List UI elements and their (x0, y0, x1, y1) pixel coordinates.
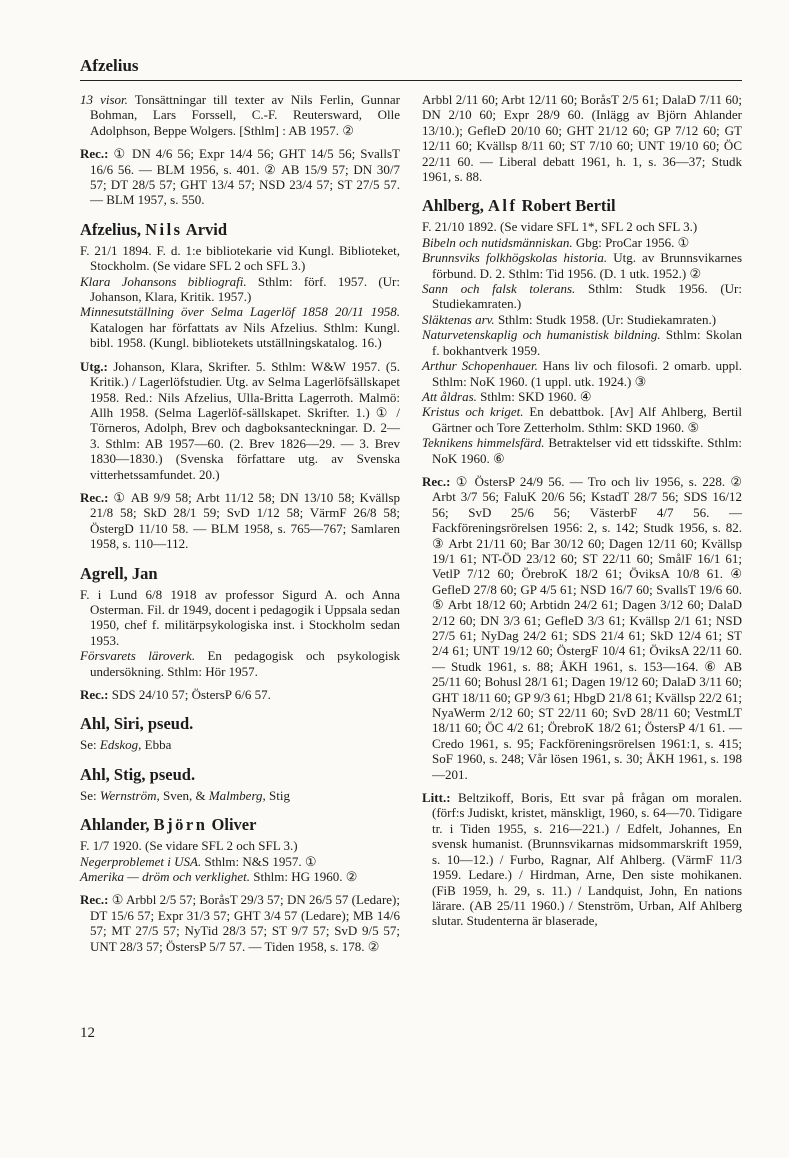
agrell-reviews: Rec.: SDS 24/10 57; ÖstersP 6/6 57. (80, 687, 271, 702)
heading-ahlander: Ahlander, Björn Oliver (80, 815, 257, 835)
ahlberg-work-2: Brunnsviks folkhögskolas historia. Utg. av Brunnsvikarnes förbund. D. 2. Sthlm: Tid 1956. (D. 1 utk. 1952.) ② (422, 250, 743, 281)
ahlberg-work-1: Bibeln och nutidsmänniskan. Gbg: ProCar 1956. ① (422, 234, 690, 250)
ahlberg-work-4: Släktenas arv. Sthlm: Studk 1958. (Ur: Studiekamraten.) (422, 311, 717, 327)
heading-ahl-siri: Ahl, Siri, pseud. (80, 714, 194, 734)
ahlander-bio: F. 1/7 1920. (Se vidare SFL 2 och SFL 3.) (80, 838, 298, 854)
ahlberg-reviews: Rec.: ① ÖstersP 24/9 56. — Tro och liv 1956, s. 228. ② Arbt 3/7 56; FaluK 20/6 56; KstadT 28/7 56; SDS 16/12 56; SvD 25/6 56; VästerbF 4/7 56. — Fackföreningsrörelsen 1956: 2, s. 142; Studk 1956, s. 82. ③ Arbt 21/11 60; Bar 30/12 60; Dagen 12/11 60; Kvällsp 19/1 61; NT-ÖD 23/12 60; ST 22/11 60; SmålF 16/1 61; VetlP 7/12 60; ÖrebroK 18/2 61; ÖviksA 10/8 61. ④ GefleD 27/8 60; GP 4/5 61; NSD 16/7 60; SvallsT 19/6 60. ⑤ Arbt 18/12 60; Arbtidn 24/2 61; Dagen 3/12 60; DalaD 2/12 60; DN 3/3 61; GefleD 3/3 61; Kvällsp 2/1 61; NSD 27/5 61; NyDag 24/2 61; SDS 21/4 61; SkD 12/4 61; ST 2/4 61; UNT 19/12 60; ÖstergF 10/4 61; ÖviksA 22/11 60. — Studk 1961, s. 88; ÅKH 1961, s. 153—164. ⑥ AB 25/11 60; Bohusl 28/1 61; Dagen 19/12 60; DalaD 3/11 60; GHT 18/11 60; GP 9/3 61; HbgD 21/8 61; Kvällsp 22/2 61; NyaWerm 2/12 60; ST 22/11 60; SvD 28/11 60; VestmLT 18/11 60; ÖC 4/2 61; ÖrebroK 18/2 61; ÖstersP 4/1 61. — Credo 1961, s. 95; Fackföreningsrörelsen 1961:1, s. 415; SoF 1960, s. 248; Vår lösen 1961, s. 30; ÅKH 1961, s. 198—201. (422, 473, 742, 782)
ahlberg-work-9: Teknikens himmelsfärd. Betraktelser vid ett tidsskifte. Sthlm: NoK 1960. ⑥ (422, 435, 742, 466)
nils-work-1: Klara Johansons bibliografi. Sthlm: förf. 1957. (Ur: Johanson, Klara, Kritik. 1957.) (80, 273, 400, 305)
page-number: 12 (80, 1025, 95, 1041)
ahlander-reviews-continued: Arbbl 2/11 60; Arbt 12/11 60; BoråsT 2/5 61; DalaD 7/11 60; DN 2/10 60; Expr 28/9 60. (Inlägg av Björn Ahlander 13/10.); GefleD 20/10 60; GHT 21/12 60; GP 7/12 60; GT 12/11 60; Kvällsp 8/11 60; ST 7/10 60; UNT 19/10 60; ÖC 22/11 60. — Liberal debatt 1961, h. 1, s. 36—37; Studk 1961, s. 88. (422, 92, 742, 185)
ahlander-reviews: Rec.: ① Arbbl 2/5 57; BoråsT 29/3 57; DN 26/5 57 (Ledare); DT 15/6 57; Expr 31/3 57; GHT 3/4 57 (Ledare); MB 14/6 57; MT 27/5 57; NyTid 28/3 57; ST 9/7 57; SvD 9/5 57; UNT 28/3 57; ÖstersP 5/7 57. — Tiden 1958, s. 178. ② (80, 892, 400, 954)
running-head: Afzelius (80, 56, 139, 75)
nils-bio: F. 21/1 1894. F. d. 1:e bibliotekarie vid Kungl. Biblioteket, Stockholm. (Se vidare SFL 2 och SFL 3.) (80, 242, 400, 274)
heading-afzelius-nils: Afzelius, Nils Arvid (80, 219, 228, 239)
heading-agrell: Agrell, Jan (80, 563, 158, 583)
left-column (80, 92, 400, 954)
heading-ahl-stig: Ahl, Stig, pseud. (80, 764, 196, 784)
agrell-work-1: Försvarets läroverk. En pedagogisk och psykologisk undersökning. Sthlm: Hör 1957. (80, 648, 401, 679)
ahlberg-bio: F. 21/10 1892. (Se vidare SFL 1*, SFL 2 och SFL 3.) (422, 219, 698, 235)
ahlberg-literature: Litt.: Beltzikoff, Boris, Ett svar på frågan om moralen. (förf:s Judiskt, kristet, mänskligt, 1960, s. 64—70. Tidigare tr. i Tiden 1955, s. 216—221.) / Edfelt, Johannes, En svensk humanist. (Brunnsvikarnas midsommarskrift 1959, s. 10—12.) / Furbo, Ragnar, Alf Ahlberg. (VärmF 11/3 1959. Ledare.) / Hirdman, Arne, Den siste mohikanen. (FiB 1959, h. 29, s. 11.) / Landquist, John, En nations lärare. (AB 25/11 1960.) / Stenström, Urban, Alf Ahlberg slutar. Studenterna är blaserade, (422, 790, 742, 929)
ahlberg-work-6: Arthur Schopenhauer. Hans liv och filosofi. 2 omarb. uppl. Sthlm: NoK 1960. (1 uppl. utk. 1924.) ③ (422, 358, 742, 389)
ahlberg-work-3: Sann och falsk tolerans. Sthlm: Studk 1956. (Ur: Studiekamraten.) (422, 281, 742, 312)
right-column (422, 92, 742, 929)
afzelius-reviews: Rec.: ① DN 4/6 56; Expr 14/4 56; GHT 14/5 56; SvallsT 16/6 56. — BLM 1956, s. 401. ② AB 15/9 57; DN 30/7 57; DT 28/5 57; GHT 13/4 57; NSD 23/4 57; ST 27/5 57. — BLM 1957, s. 550. (80, 146, 400, 208)
nils-work-2: Minnesutställning över Selma Lagerlöf 1858 20/11 1958. Katalogen har författats av Nils Afzelius. Sthlm: Kungl. bibl. 1958. (Kungl. bibliotekets utställningskatalog. 16.) (80, 304, 400, 351)
ahlberg-work-7: Att åldras. Sthlm: SKD 1960. ④ (422, 388, 592, 404)
ahlander-work-1: Negerproblemet i USA. Sthlm: N&S 1957. ① (80, 853, 317, 869)
ahl-siri-see: Se: Edskog, Ebba (80, 737, 172, 753)
ahlberg-work-8: Kristus och kriget. En debattbok. [Av] Alf Ahlberg, Bertil Gärtner och Tore Zetterholm. Sthlm: SKD 1960. ⑤ (422, 404, 742, 435)
header-rule (80, 80, 742, 81)
agrell-bio: F. i Lund 6/8 1918 av professor Sigurd A. och Anna Osterman. Fil. dr 1949, docent i pedagogik i Uppsala sedan 1950, chef f. militärpsykologiska inst. i Stockholm sedan 1953. (80, 586, 400, 648)
ahl-stig-see: Se: Wernström, Sven, & Malmberg, Stig (80, 787, 290, 803)
heading-ahlberg: Ahlberg, Alf Robert Bertil (422, 196, 616, 216)
nils-reviews: Rec.: ① AB 9/9 58; Arbt 11/12 58; DN 13/10 58; Kvällsp 21/8 58; SkD 28/1 59; SvD 1/12 58; VärmF 26/8 58; ÖstergD 11/10 58. — BLM 1958, s. 765—767; Samlaren 1958, s. 110—112. (80, 489, 400, 552)
ahlberg-work-5: Naturvetenskaplig och humanistisk bildning. Sthlm: Skolan f. bokhantverk 1959. (422, 327, 742, 358)
ahlander-work-2: Amerika — dröm och verklighet. Sthlm: HG 1960. ② (80, 869, 358, 885)
afzelius-work-visor: 13 visor. Tonsättningar till texter av Nils Ferlin, Gunnar Bohman, Lars Forssell, C.-F. Reutersward, Olle Adolphson, Beppe Wolgers. [Sthlm] : AB 1957. ② (80, 92, 400, 138)
nils-edited: Utg.: Johanson, Klara, Skrifter. 5. Sthlm: W&W 1957. (5. Kritik.) / Lagerlöfstudier. Utg. av Selma Lagerlöfsällskapet 1958. Red.: Nils Afzelius, Ulla-Britta Lagerroth. Malmö: Allh 1958. (Selma Lagerlöf-sällskapet. Skrifter. 1.) ① / Törneros, Adolph, Brev och dagboksanteckningar. D. 2—3. Sthlm: AB 1957—60. (2. Brev 1826—29. — 3. Brev 1830—1830.) (Svenska författare utg. av Svenska vitterhetssamfundet. 20.) (80, 358, 400, 482)
